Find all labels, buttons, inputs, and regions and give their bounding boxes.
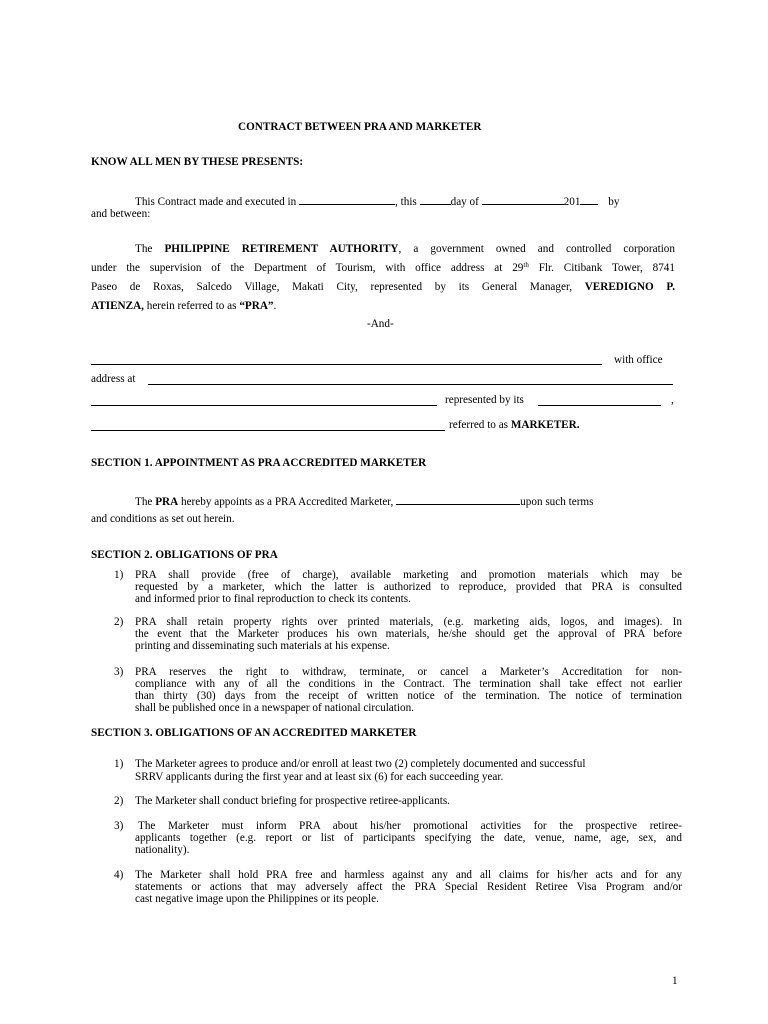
day-blank (420, 194, 451, 205)
s3-item-3-num: 3) (114, 820, 124, 832)
address-at-text: address at (91, 373, 136, 385)
pra-desc: , a government owned and controlled corporation (398, 243, 675, 255)
section-1-line-1 (135, 494, 675, 509)
s2-item-1-line-1: PRA shall provide (free of charge), available marketing and promotion materials which may be (135, 569, 682, 581)
marketer-name-blank-3 (91, 430, 445, 431)
pra-line-2a: under the supervision of the Department of Tourism, with office address at 29 (91, 262, 524, 274)
s2-item-3-line-3: than thirty (30) days from the receipt of written notice of the termination. The notice of termination (135, 690, 682, 702)
year-blank (580, 194, 598, 205)
representative-blank (538, 405, 661, 406)
s3-item-1-num: 1) (114, 758, 124, 770)
s3-item-3-line-1: The Marketer must inform PRA about his/her promotional activities for the prospective retiree- (138, 820, 682, 832)
pra-para-line-3 (91, 281, 675, 294)
s3-item-4-num: 4) (114, 869, 124, 881)
s3-item-1-line-1: The Marketer agrees to produce and/or enroll at least two (2) completely documented and successful (135, 758, 586, 770)
comma-text: , (671, 394, 674, 406)
intro-text-2: , this (395, 196, 417, 208)
s3-item-4-line-3: cast negative image upon the Philippines or its people. (135, 893, 379, 905)
section-1-line-2: and conditions as set out herein. (91, 513, 235, 525)
section-2-heading: SECTION 2. OBLIGATIONS OF PRA (91, 549, 278, 561)
pra-line-4d: . (273, 300, 277, 312)
pra-line-2-sup: th (523, 261, 529, 269)
marketer-name-blank-2 (91, 405, 437, 406)
s1-text-c: hereby appoints as a PRA Accredited Marketer, (181, 496, 394, 508)
pra-text: The (135, 243, 153, 255)
pra-line-3a: Paseo de Roxas, Salcedo Village, Makati City, represented by its General Manager, (91, 281, 573, 293)
s2-item-1-line-3: and informed prior to final reproduction to check its contents. (135, 593, 411, 605)
month-blank (482, 194, 564, 205)
gm-name-2: ATIENZA, (91, 300, 144, 312)
referred-line (449, 419, 580, 432)
s3-item-2-num: 2) (114, 795, 124, 807)
referred-text: referred to as (449, 419, 511, 431)
gm-name-1: VEREDIGNO P. (584, 281, 676, 293)
intro-text-4: 201 (563, 196, 581, 208)
represented-by-text: represented by its (445, 394, 524, 406)
s3-item-2-line-1: The Marketer shall conduct briefing for prospective retiree-applicants. (135, 795, 450, 807)
pra-line-2b: Flr. Citibank Tower, 8741 (528, 262, 675, 274)
s2-item-1-line-2: requested by a marketer, which the latter is authorized to reproduce, provided that PRA is consulted (135, 581, 682, 593)
s1-text-a: The (135, 496, 153, 508)
intro-text-3: day of (450, 196, 479, 208)
intro-line (135, 194, 619, 209)
and-separator: -And- (367, 318, 394, 330)
marketer-name-blank (91, 364, 602, 365)
s3-item-3-line-3: nationality). (135, 844, 190, 856)
s2-item-3-line-1: PRA reserves the right to withdraw, terminate, or cancel a Marketer’s Accreditation for non- (135, 666, 682, 678)
address-blank (148, 384, 673, 385)
s2-item-3-line-4: shall be published once in a newspaper of national circulation. (135, 702, 414, 714)
know-all-heading: KNOW ALL MEN BY THESE PRESENTS: (91, 156, 304, 168)
s2-item-1-num: 1) (114, 569, 124, 581)
intro-text-6: and between: (91, 208, 151, 220)
s3-item-4-line-1: The Marketer shall hold PRA free and harmless against any and all claims for his/her acts and for any (135, 869, 682, 881)
pra-name: PHILIPPINE RETIREMENT AUTHORITY (164, 243, 399, 255)
s1-text-d: upon such terms (520, 496, 594, 508)
section-3-heading: SECTION 3. OBLIGATIONS OF AN ACCREDITED MARKETER (91, 727, 417, 739)
pra-line-4b: herein referred to as (143, 300, 240, 312)
with-office-text: with office (614, 354, 663, 366)
s2-item-3-num: 3) (114, 666, 124, 678)
marketer-alias: MARKETER. (510, 419, 580, 431)
pra-para-line-1 (135, 243, 675, 256)
s3-item-4-line-2: statements or actions that may adversely affect the PRA Special Resident Retiree Visa Program and/or (135, 881, 682, 893)
pra-para-line-2 (91, 262, 675, 275)
s2-item-2-line-1: PRA shall retain property rights over printed materials, (e.g. marketing aids, logos, and images). In (135, 616, 682, 628)
pra-para-line-4 (91, 300, 276, 313)
s2-item-2-num: 2) (114, 616, 124, 628)
s1-pra: PRA (155, 496, 179, 508)
pra-alias: “PRA” (239, 300, 274, 312)
document-title: CONTRACT BETWEEN PRA AND MARKETER (238, 121, 482, 133)
place-blank (299, 194, 395, 205)
s3-item-3-line-2: applicants together (e.g. report or list of participants specifying the date, venue, name, age, sex, and (135, 832, 682, 844)
accredited-marketer-blank (396, 494, 520, 505)
page-number: 1 (672, 975, 678, 987)
section-1-heading: SECTION 1. APPOINTMENT AS PRA ACCREDITED MARKETER (91, 457, 427, 469)
s2-item-2-line-3: printing and disseminating such materials at his expense. (135, 640, 390, 652)
s2-item-3-line-2: compliance with any of all the conditions in the Contract. The termination shall take effect not earlier (135, 678, 682, 690)
intro-text-5: by (608, 196, 620, 208)
s3-item-1-line-2: SRRV applicants during the first year and at least six (6) for each succeeding year. (135, 771, 504, 783)
s2-item-2-line-2: the event that the Marketer produces his own materials, he/she should get the approval of PRA before (135, 628, 682, 640)
intro-text-1: This Contract made and executed in (135, 196, 297, 208)
